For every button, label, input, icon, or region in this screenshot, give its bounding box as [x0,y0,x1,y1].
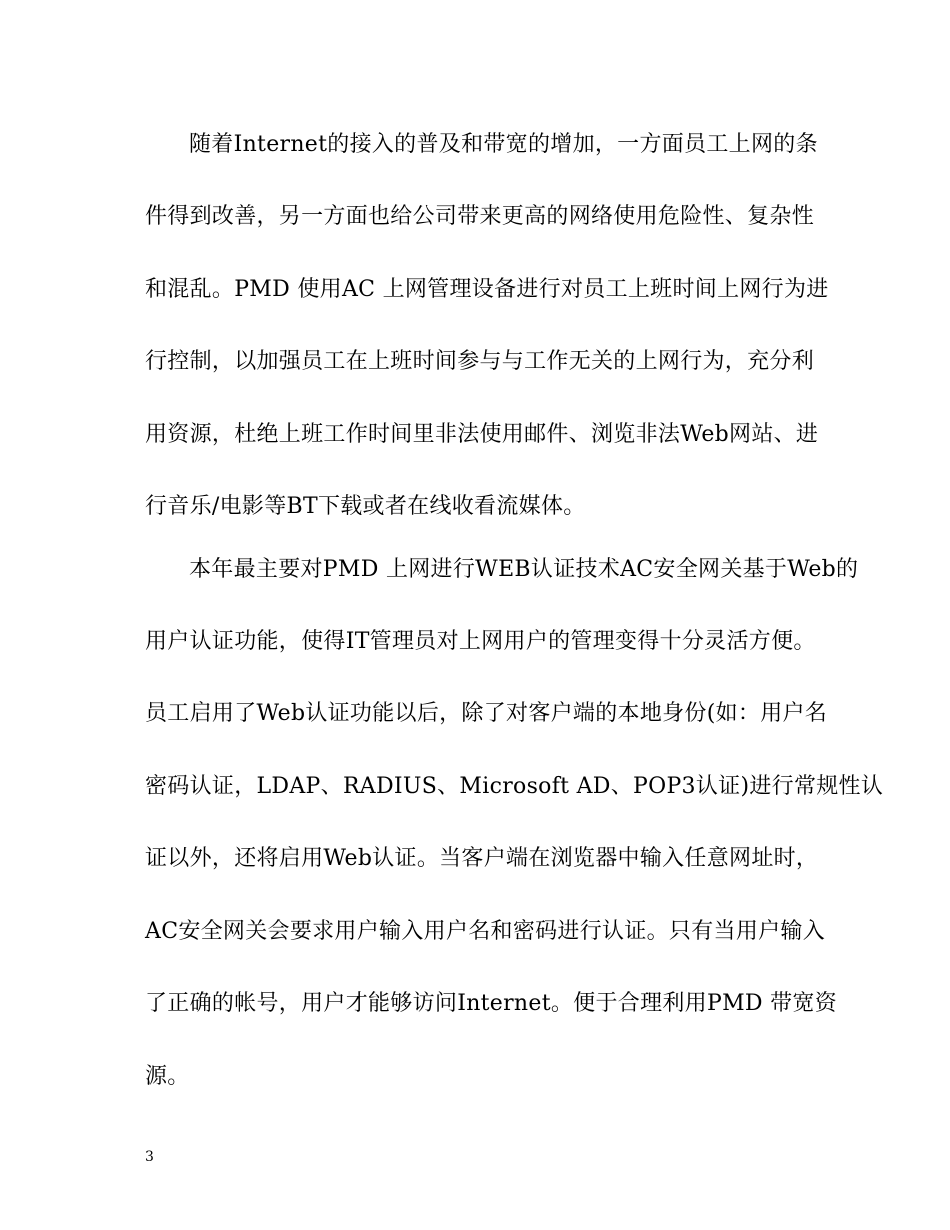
paragraph-1-line-6: 行音乐/电影等BT下载或者在线收看流媒体。 [145,494,586,519]
paragraph-1-line-1: 随着Internet的接入的普及和带宽的增加，一方面员工上网的条 [189,132,818,157]
paragraph-1-line-4: 行控制，以加强员工在上班时间参与与工作无关的上网行为，充分利 [145,349,815,374]
paragraph-2-line-6: AC安全网关会要求用户输入用户名和密码进行认证。只有当用户输入 [145,919,826,944]
paragraph-2-line-8: 源。 [145,1064,190,1089]
paragraph-2-line-1: 本年最主要对PMD 上网进行WEB认证技术AC安全网关基于Web的 [189,557,859,582]
paragraph-1-line-2: 件得到改善，另一方面也给公司带来更高的网络使用危险性、复杂性 [145,204,815,229]
paragraph-2-line-4: 密码认证，LDAP、RADIUS、Microsoft AD、POP3认证)进行常规性认 [145,774,884,799]
page-number: 3 [145,1149,154,1165]
paragraph-2-line-7: 了正确的帐号，用户才能够访问Internet。便于合理利用PMD 带宽资 [145,991,838,1016]
paragraph-2-line-5: 证以外，还将启用Web认证。当客户端在浏览器中输入任意网址时， [145,846,819,871]
paragraph-2-line-2: 用户认证功能，使得IT管理员对上网用户的管理变得十分灵活方便。 [145,629,816,654]
paragraph-2-line-3: 员工启用了Web认证功能以后，除了对客户端的本地身份(如：用户名 [145,701,828,726]
paragraph-1-line-3: 和混乱。PMD 使用AC 上网管理设备进行对员工上班时间上网行为进 [145,277,829,302]
paragraph-1-line-5: 用资源，杜绝上班工作时间里非法使用邮件、浏览非法Web网站、进 [145,422,819,447]
